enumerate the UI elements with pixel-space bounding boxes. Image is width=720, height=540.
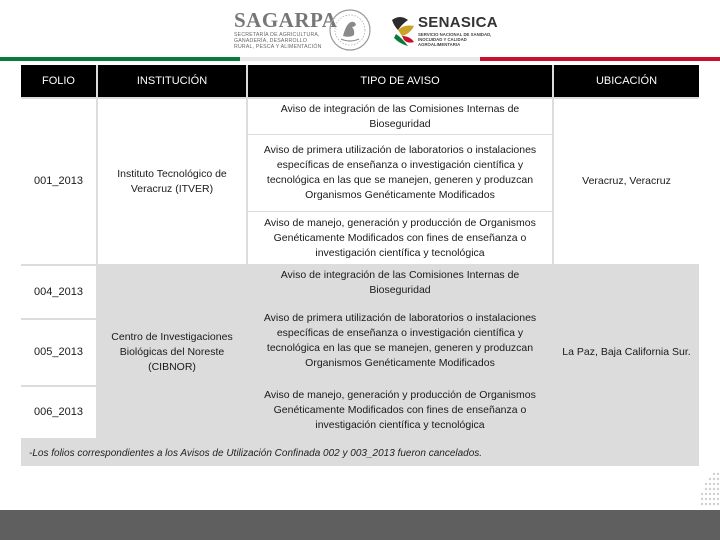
folio-006: 006_2013 (21, 387, 96, 438)
folio-001: 001_2013 (21, 99, 96, 264)
corner-dots-decoration (700, 470, 720, 510)
senasica-logo (388, 12, 498, 52)
sagarpa-subtitle: SECRETARÍA DE AGRICULTURA, GANADERÍA, DESARROLLO RURAL, PESCA Y ALIMENTACIÓN (234, 32, 322, 50)
folio-004: 004_2013 (21, 266, 96, 318)
aviso-primera-utilizacion-1: Aviso de primera utilización de laboratorios o instalaciones específicas de enseñanza o investigación científica y tecnológica en las que se manejen, generen y produzcan Organismos Genéticamente Modificados (248, 135, 552, 211)
senasica-emblem-icon (388, 12, 418, 48)
ubicacion-la-paz: La Paz, Baja California Sur. (554, 266, 699, 438)
header-folio: FOLIO (21, 65, 96, 97)
aviso-integracion-2: Aviso de integración de las Comisiones Internas de Bioseguridad (248, 266, 552, 299)
sagarpa-title: SAGARPA (234, 8, 338, 32)
header-institucion: INSTITUCIÓN (98, 65, 246, 97)
senasica-title: SENASICA (418, 14, 498, 31)
aviso-manejo-1: Aviso de manejo, generación y producción de Organismos Genéticamente Modificados con fines de enseñanza o investigación científica y tecnológica (248, 212, 552, 264)
aviso-integracion-1: Aviso de integración de las Comisiones Internas de Bioseguridad (248, 99, 552, 134)
header-tipo-aviso: TIPO DE AVISO (248, 65, 552, 97)
aviso-manejo-2: Aviso de manejo, generación y producción de Organismos Genéticamente Modificados con fines de enseñanza o investigación científica y tecnológica (248, 383, 552, 438)
tricolor-stripe (0, 57, 720, 61)
ubicacion-veracruz: Veracruz, Veracruz (554, 99, 699, 264)
aviso-primera-utilizacion-2: Aviso de primera utilización de laboratorios o instalaciones específicas de enseñanza o investigación científica y tecnológica en las que se manejen, generen y produzcan Organismos Genéticamente Modificados (248, 300, 552, 382)
stripe-white (240, 57, 480, 61)
stripe-red (480, 57, 720, 61)
footnote: -Los folios correspondientes a los Avisos de Utilización Confinada 002 y 003_2013 fueron cancelados. (29, 448, 483, 459)
folio-005: 005_2013 (21, 320, 96, 385)
avisos-table (21, 65, 699, 466)
stripe-green (0, 57, 240, 61)
footer-bar (0, 510, 720, 540)
institucion-cibnor: Centro de Investigaciones Biológicas del Noreste (CIBNOR) (98, 266, 246, 438)
sagarpa-logo (234, 8, 338, 52)
header-ubicacion: UBICACIÓN (554, 65, 699, 97)
senasica-subtitle: SERVICIO NACIONAL DE SANIDAD, INOCUIDAD Y CALIDAD AGROALIMENTARIA (418, 32, 492, 47)
institucion-itver: Instituto Tecnológico de Veracruz (ITVER) (98, 99, 246, 264)
mexico-seal-icon (328, 8, 372, 52)
